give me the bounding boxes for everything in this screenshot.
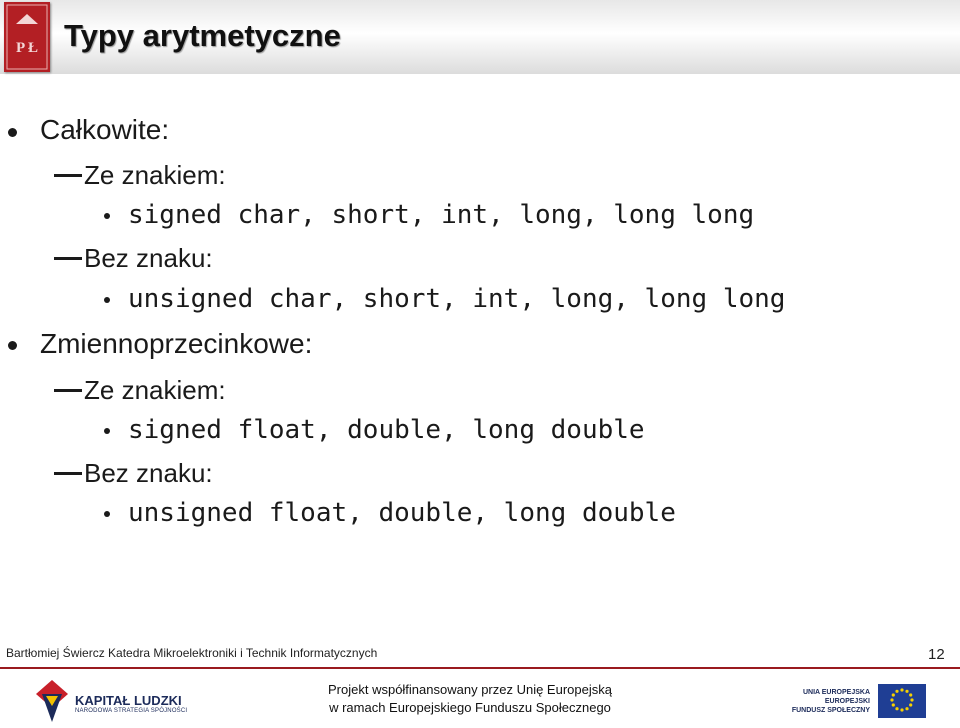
- footer-divider: [0, 667, 960, 669]
- group-label: Bez znaku:: [84, 458, 213, 488]
- group-label: Bez znaku:: [84, 243, 213, 273]
- sub-bullet-icon: [104, 428, 110, 434]
- eu-line-3: FUNDUSZ SPOŁECZNY: [791, 707, 870, 714]
- type-list: signed float, double, long double: [128, 415, 645, 445]
- type-list: signed char, short, int, long, long long: [128, 200, 755, 230]
- type-list: unsigned char, short, int, long, long long: [128, 284, 786, 314]
- kapital-ludzki-logo-icon: [36, 680, 68, 722]
- bullet-icon: [8, 341, 17, 350]
- sub-bullet-icon: [104, 213, 110, 219]
- project-line-2: w ramach Europejskiego Funduszu Społecznego: [329, 700, 611, 715]
- university-logo-icon: [4, 2, 50, 72]
- project-line-1: Projekt współfinansowany przez Unię Europejską: [328, 682, 612, 697]
- dash-icon: [54, 389, 82, 392]
- eu-flag-icon: [878, 684, 926, 718]
- group-label: Ze znakiem:: [84, 375, 226, 405]
- svg-text:P Ł: P Ł: [15, 40, 39, 56]
- section-label: Całkowite:: [40, 114, 170, 145]
- type-list: unsigned float, double, long double: [128, 498, 676, 528]
- dash-icon: [54, 174, 82, 177]
- sub-bullet-icon: [104, 297, 110, 303]
- eu-line-1: UNIA EUROPEJSKA: [802, 689, 870, 696]
- page-title: Typy arytmetyczne: [64, 18, 341, 53]
- page-number: 12: [928, 646, 945, 663]
- eu-fund-text: [792, 688, 870, 715]
- group-label: Ze znakiem:: [84, 160, 226, 190]
- dash-icon: [54, 257, 82, 260]
- bullet-icon: [8, 128, 17, 137]
- dash-icon: [54, 472, 82, 475]
- author-line: Bartłomiej Świercz Katedra Mikroelektroniki i Technik Informatycznych: [6, 646, 378, 660]
- project-note: [260, 681, 680, 717]
- sub-bullet-icon: [104, 511, 110, 517]
- kapital-ludzki-subtitle: NARODOWA STRATEGIA SPÓJNOŚCI: [75, 708, 188, 714]
- section-label: Zmiennoprzecinkowe:: [40, 328, 313, 359]
- eu-line-2: EUROPEJSKI: [824, 698, 870, 705]
- kapital-ludzki-title: KAPITAŁ LUDZKI: [75, 693, 182, 708]
